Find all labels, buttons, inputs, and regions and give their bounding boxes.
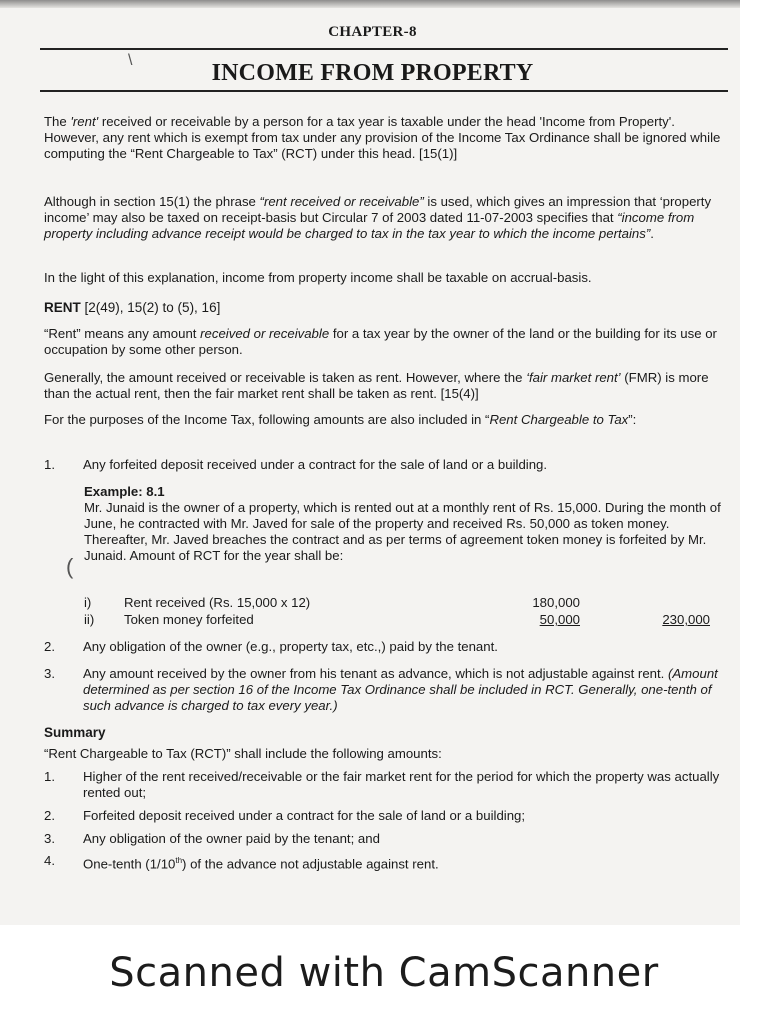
intro-paragraph-1: The 'rent' received or receivable by a person for a tax year is taxable under the head 'Income from Property'. However, any rent which is exempt from tax under any provision of the Income Tax Ordinance shall be ignored while computing the “Rent Chargeable to Tax” (RCT) under this head. [15(1)] <box>44 114 721 161</box>
intro-paragraph-3: In the light of this explanation, income from property income shall be taxable on accrual-basis. <box>44 270 592 285</box>
summary-item-4: One-tenth (1/10th) of the advance not adjustable against rent. <box>83 856 439 872</box>
included-item-2: Any obligation of the owner (e.g., property tax, etc.,) paid by the tenant. <box>83 639 498 654</box>
summary-number: 3. <box>44 831 55 846</box>
title-rule-bottom <box>40 90 728 92</box>
calc-index: i) <box>84 595 92 610</box>
item-number: 1. <box>44 457 55 472</box>
summary-number: 1. <box>44 769 55 784</box>
included-item-3: Any amount received by the owner from his tenant as advance, which is not adjustable against rent. (Amount determined as per section 16 of the Income Tax Ordinance shall be included in RCT. Generally, one-tenth of such advance is charged to tax every year.) <box>83 666 718 713</box>
item-number: 3. <box>44 666 55 681</box>
summary-item-2: Forfeited deposit received under a contract for the sale of land or a building; <box>83 808 526 823</box>
summary-number: 4. <box>44 853 55 868</box>
calc-index: ii) <box>84 612 95 627</box>
calc-amount: 180,000 <box>532 595 580 610</box>
summary-item-3: Any obligation of the owner paid by the tenant; and <box>83 831 380 846</box>
example-block <box>84 484 728 564</box>
title-rule-top <box>40 48 728 50</box>
item-number: 2. <box>44 639 55 654</box>
rent-definition: “Rent” means any amount received or receivable for a tax year by the owner of the land or the building for its use or occupation by some other person. <box>44 326 717 357</box>
included-item-1: Any forfeited deposit received under a contract for the sale of land or a building. <box>83 457 548 472</box>
summary-intro: “Rent Chargeable to Tax (RCT)” shall include the following amounts: <box>44 746 442 761</box>
page-top-edge <box>0 0 740 8</box>
pen-mark: \ <box>128 52 133 69</box>
calc-total: 230,000 <box>662 612 710 627</box>
chapter-label: CHAPTER-8 <box>328 24 417 40</box>
fair-market-rent-paragraph: Generally, the amount received or receivable is taken as rent. However, where the ‘fair market rent’ (FMR) is more than the actual rent, then the fair market rent shall be taken as rent. [15(4)] <box>44 370 709 401</box>
calc-amount: 50,000 <box>539 612 580 627</box>
scanner-watermark: Scanned with CamScanner <box>109 950 659 996</box>
example-title: Example: 8.1 <box>84 484 165 499</box>
summary-item-1: Higher of the rent received/receivable or the fair market rent for the period for which the property was actually rented out; <box>83 769 720 800</box>
example-text: Mr. Junaid is the owner of a property, which is rented out at a monthly rent of Rs. 15,000. During the month of June, he contracted with Mr. Javed for sale of the property and received Rs. 50,000 as token money. Thereafter, Mr. Javed breaches the contract and as per terms of agreement token money is forfeited by Mr. Junaid. Amount of RCT for the year shall be: <box>84 500 721 563</box>
rent-heading: RENT [2(49), 15(2) to (5), 16] <box>44 300 221 315</box>
calc-label: Rent received (Rs. 15,000 x 12) <box>124 595 311 610</box>
summary-heading: Summary <box>44 725 106 740</box>
pen-mark-bracket: ( <box>66 554 74 579</box>
summary-number: 2. <box>44 808 55 823</box>
chapter-title: INCOME FROM PROPERTY <box>211 60 534 86</box>
intro-paragraph-2: Although in section 15(1) the phrase “rent received or receivable” is used, which gives an impression that ‘property income’ may also be taxed on receipt-basis but Circular 7 of 2003 dated 11-07-2003 specifies that “income from property including advance receipt would be charged to tax in the tax year to which the income pertains”. <box>44 194 712 241</box>
calc-label: Token money forfeited <box>124 612 254 627</box>
purposes-paragraph: For the purposes of the Income Tax, following amounts are also included in “Rent Chargeable to Tax”: <box>44 412 637 427</box>
